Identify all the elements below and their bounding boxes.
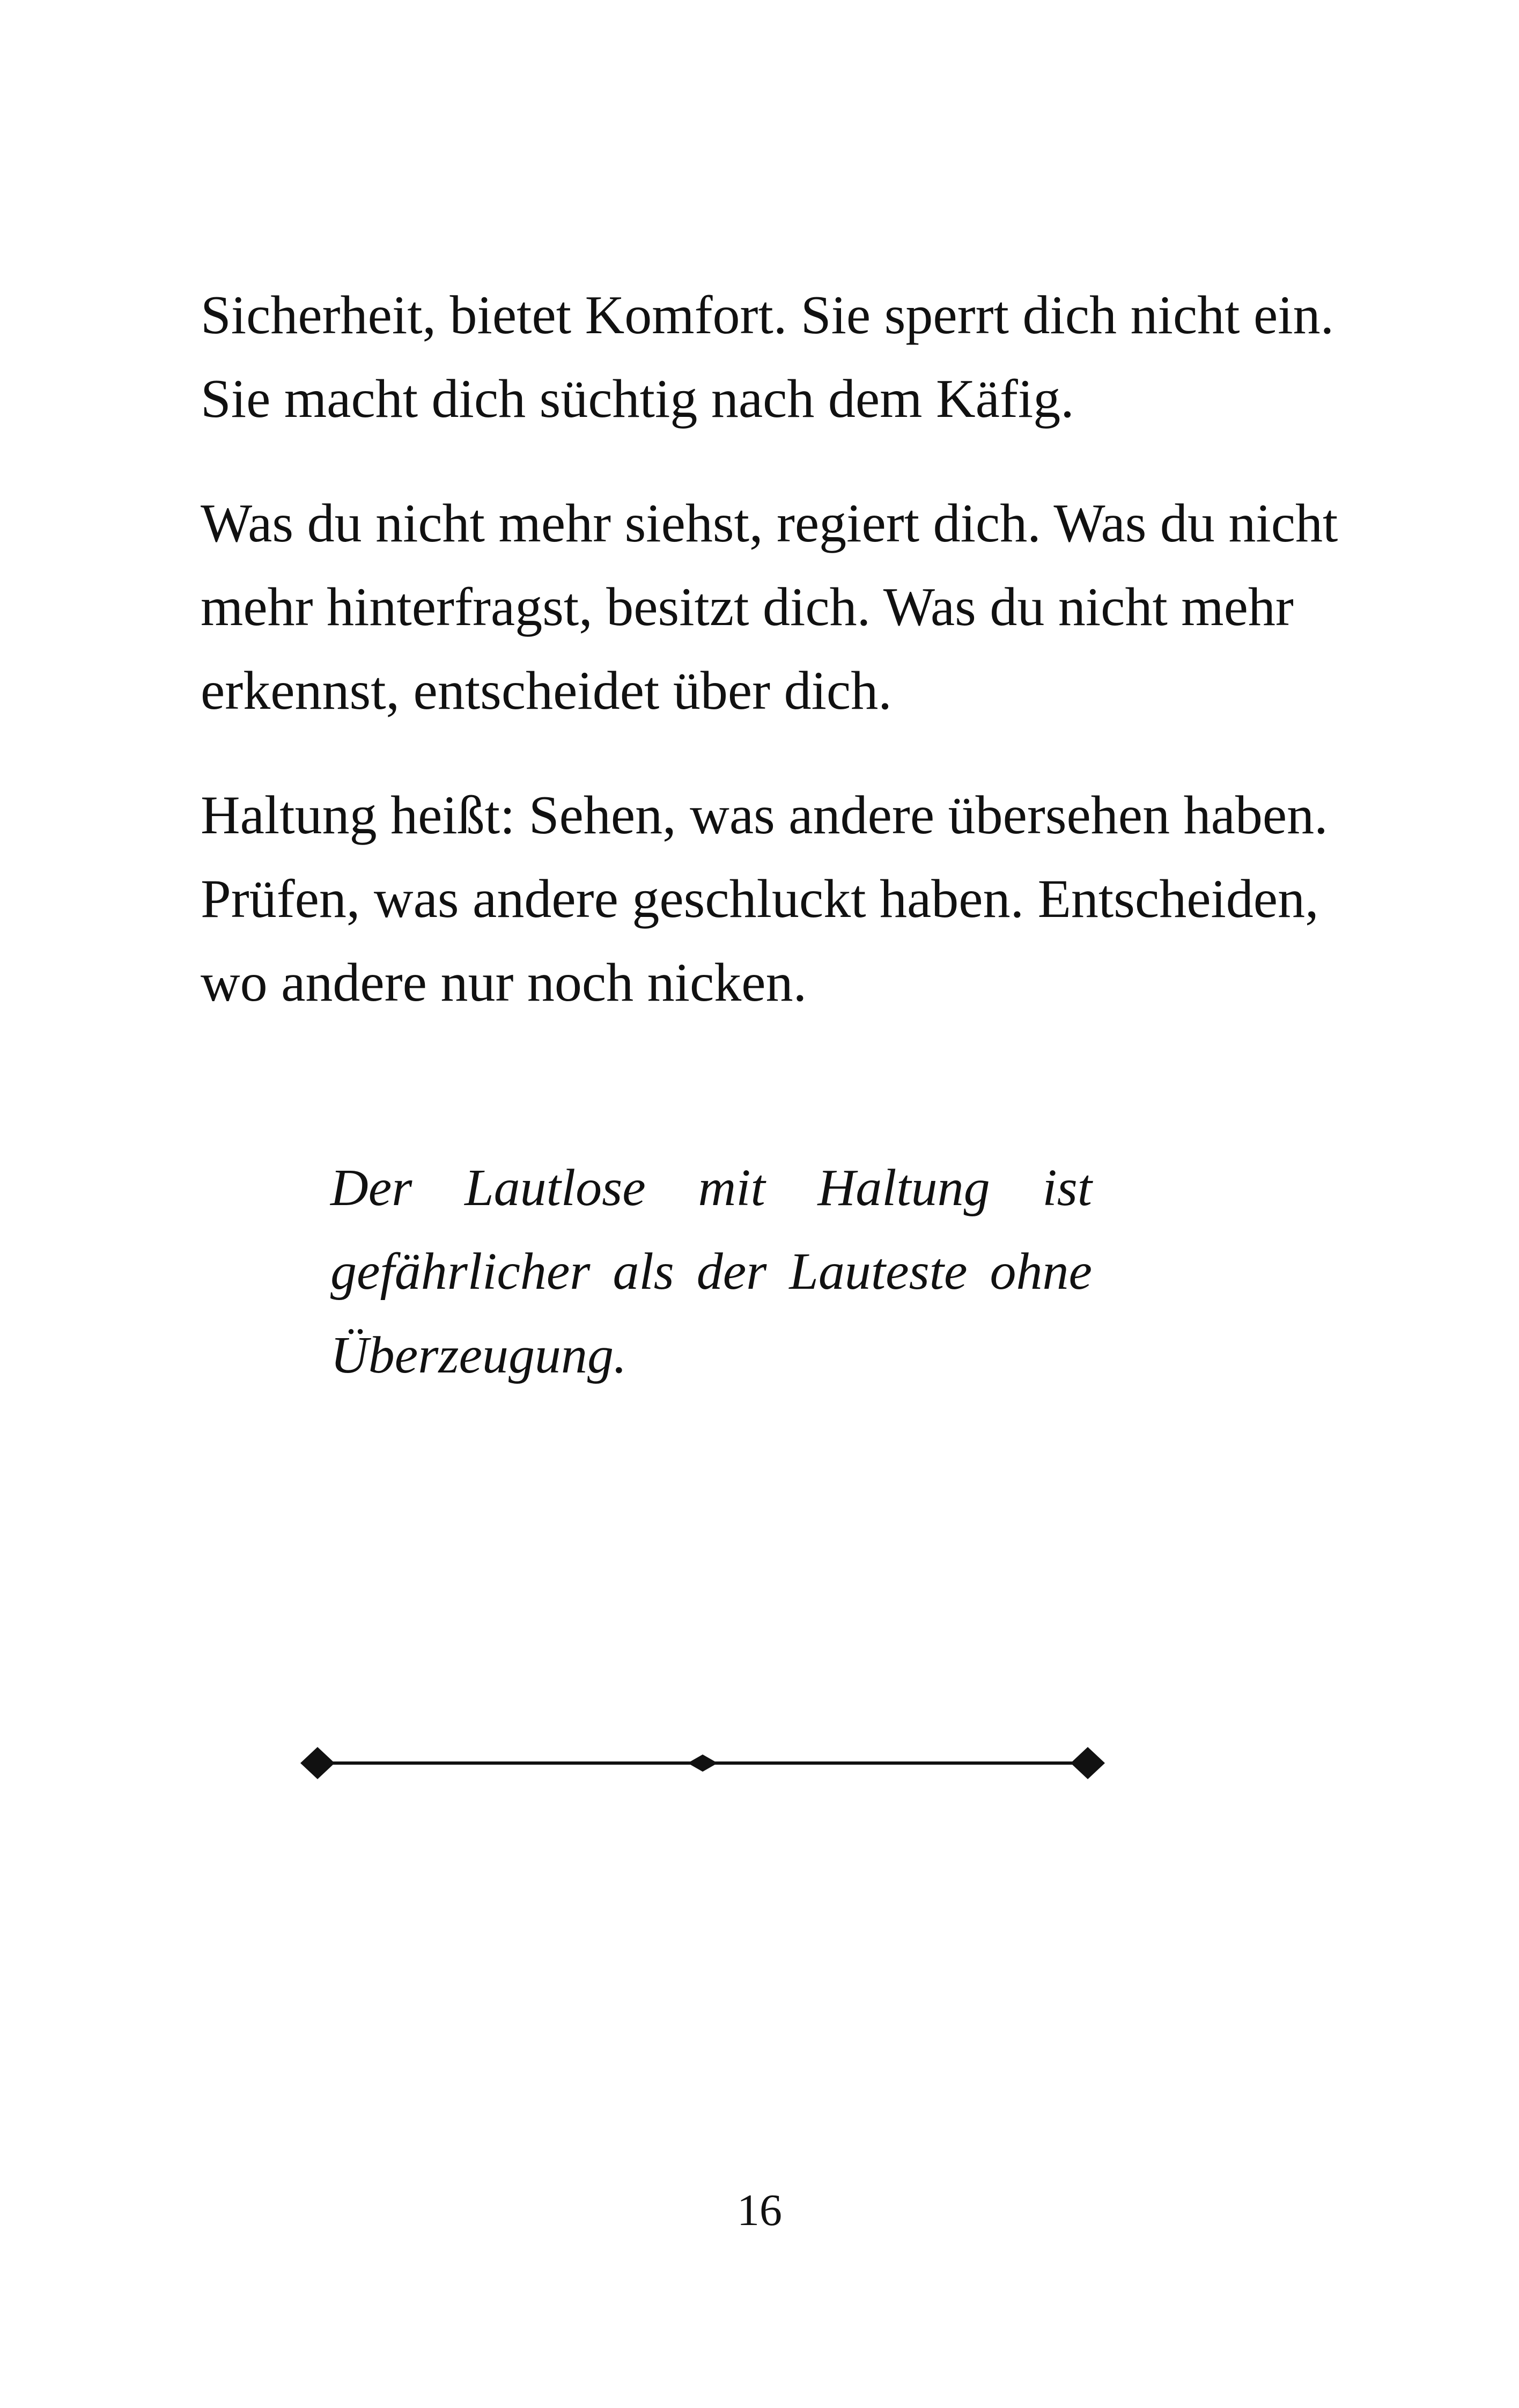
quote-line: Überzeugung. <box>330 1326 627 1384</box>
text-line: Sicherheit, bietet Komfort. Sie sperrt dich nicht ein. <box>201 285 1334 346</box>
quote-line: Der Lautlose mit Haltung ist <box>330 1159 1092 1217</box>
text-line: Prüfen, was andere geschluckt haben. Entscheiden, <box>201 869 1319 929</box>
body-text <box>201 274 1338 1066</box>
pull-quote <box>330 1146 1092 1397</box>
left-diamond-icon <box>300 1747 335 1779</box>
diamond-rule-divider-icon <box>300 1742 1105 1785</box>
text-line: Sie macht dich süchtig nach dem Käfig. <box>201 369 1074 429</box>
right-diamond-icon <box>1071 1747 1105 1779</box>
paragraph-3 <box>201 774 1327 1025</box>
paragraph-2 <box>201 482 1338 733</box>
paragraph-1 <box>201 274 1334 441</box>
text-line: erkennst, entscheidet über dich. <box>201 660 892 721</box>
text-line: mehr hinterfragst, besitzt dich. Was du nicht mehr <box>201 577 1294 637</box>
text-line: Was du nicht mehr siehst, regiert dich. Was du nicht <box>201 493 1338 554</box>
quote-line: gefährlicher als der Lauteste ohne <box>330 1243 1092 1301</box>
text-line: wo andere nur noch nicken. <box>201 952 807 1013</box>
text-line: Haltung heißt: Sehen, was andere übersehen haben. <box>201 785 1328 846</box>
page-number: 16 <box>737 2185 782 2235</box>
center-diamond-icon <box>688 1754 718 1772</box>
